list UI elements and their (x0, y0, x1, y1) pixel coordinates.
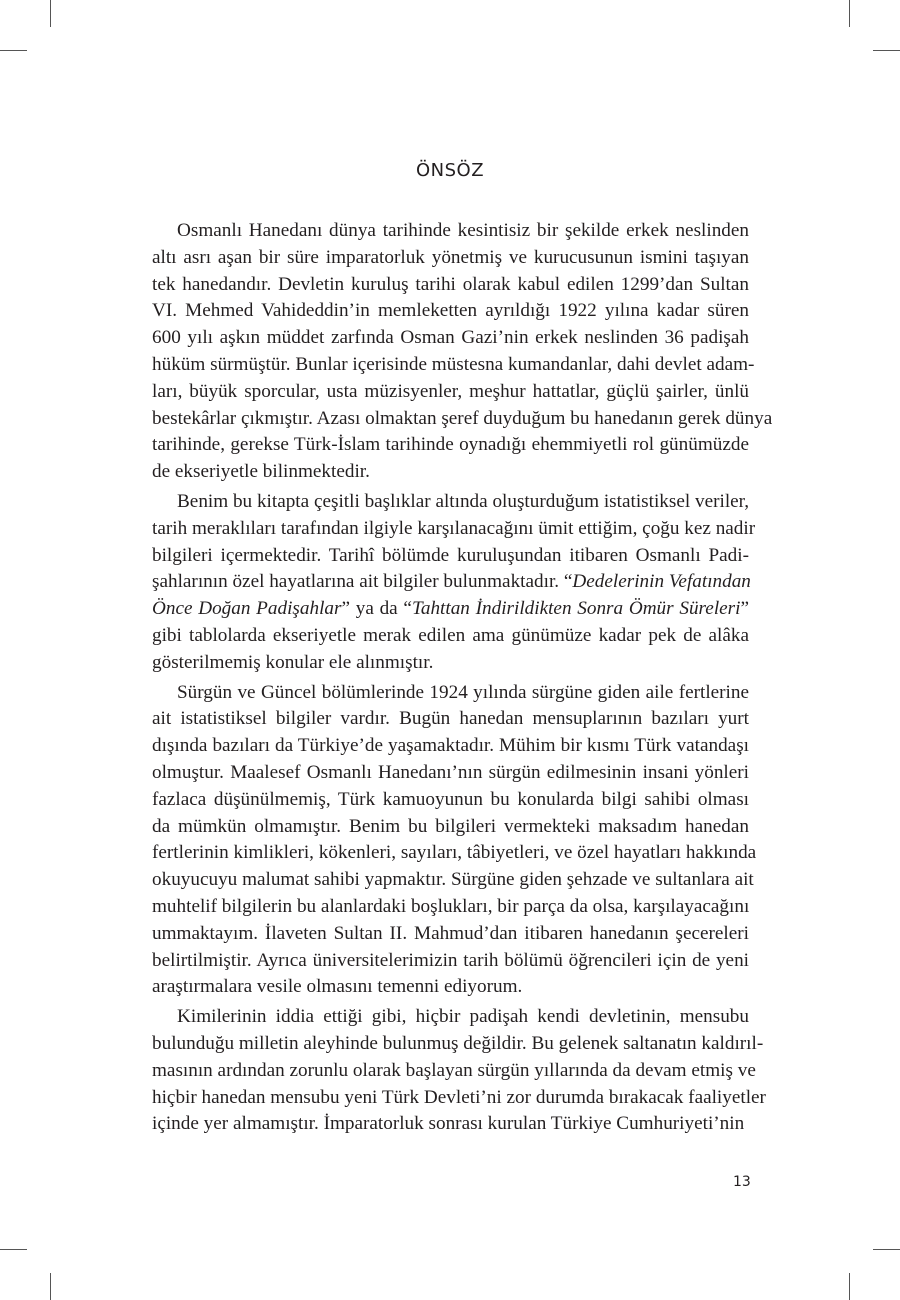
text-line: fazlaca düşünülmemiş, Türk kamuoyunun bu konularda bilgi sahibi olması (152, 788, 749, 810)
text-line: masının ardından zorunlu olarak başlayan sürgün yıllarında da devam etmiş ve (152, 1059, 756, 1081)
page-title: ÖNSÖZ (415, 160, 485, 181)
text-line: tarih meraklıları tarafından ilgiyle karşılanacağını ümit ettiğim, çoğu kez nadir (152, 517, 756, 539)
text-line: bulunduğu milletin aleyhinde bulunmuş değildir. Bu gelenek saltanatın kaldırıl- (152, 1032, 764, 1054)
text-line: altı asrı aşan bir süre imparatorluk yönetmiş ve kurucusunun ismini taşıyan (152, 246, 749, 268)
page-number: 13 (733, 1174, 751, 1190)
text-line: bilgileri içermektedir. Tarihî bölümde kuruluşundan itibaren Osmanlı Padi- (152, 544, 749, 566)
text-line: Osmanlı Hanedanı dünya tarihinde kesintisiz bir şekilde erkek neslinden (177, 220, 749, 241)
crop-mark-top-left-h (0, 50, 27, 51)
crop-mark-bottom-left-h (0, 1249, 27, 1250)
paragraph (152, 680, 757, 1002)
text-line: 600 yılı aşkın müddet zarfında Osman Gazi’nin erkek neslinden 36 padişah (152, 327, 749, 349)
text-line: hiçbir hanedan mensubu yeni Türk Devleti’ni zor durumda bırakacak faaliyetler (152, 1086, 766, 1108)
text-line: VI. Mehmed Vahideddin’in memleketten ayrıldığı 1922 yılına kadar süren (152, 300, 749, 322)
text-line: Sürgün ve Güncel bölümlerinde 1924 yılında sürgüne giden aile fertlerine (177, 681, 749, 703)
text-line: gösterilmemiş konular ele alınmıştır. (152, 651, 434, 673)
crop-mark-top-right-h (873, 50, 900, 51)
text-line: tek hanedandır. Devletin kuruluş tarihi olarak kabul edilen 1299’dan Sultan (152, 273, 749, 295)
text-line: olmuştur. Maalesef Osmanlı Hanedanı’nın sürgün edilmesinin insani yönleri (152, 761, 749, 783)
paragraph (152, 489, 756, 677)
text-line: de ekseriyetle bilinmektedir. (152, 461, 370, 483)
paragraph (152, 1004, 766, 1138)
text-line: hüküm sürmüştür. Bunlar içerisinde müstesna kumandanlar, dahi devlet adam- (152, 353, 755, 375)
paragraph (152, 218, 773, 486)
text-line: gibi tablolarda ekseriyetle merak edilen ama günümüze kadar pek de alâka (152, 624, 749, 646)
text-line: bestekârlar çıkmıştır. Azası olmaktan şeref duyduğum bu hanedanın gerek dünya (152, 407, 773, 429)
text-line: okuyucuyu malumat sahibi yapmaktır. Sürgüne giden şehzade ve sultanlara ait (152, 869, 754, 891)
text-line: ait istatistiksel bilgiler vardır. Bugün hanedan mensuplarının bazıları yurt (152, 708, 749, 730)
text-line: araştırmalara vesile olmasını temenni ediyorum. (152, 976, 523, 998)
text-line: ummaktayım. İlaveten Sultan II. Mahmud’dan itibaren hanedanın şecereleri (152, 922, 749, 944)
body-text (152, 218, 773, 1141)
text-line: içinde yer almamıştır. İmparatorluk sonrası kurulan Türkiye Cumhuriyeti’nin (152, 1113, 745, 1135)
text-line: muhtelif bilgilerin bu alanlardaki boşlukları, bir parça da olsa, karşılayacağını (152, 895, 750, 917)
text-line: fertlerinin kimlikleri, kökenleri, sayıları, tâbiyetleri, ve özel hayatları hakkında (152, 842, 757, 864)
text-line: tarihinde, gerekse Türk-İslam tarihinde oynadığı ehemmiyetli rol günümüzde (152, 434, 749, 456)
crop-mark-bottom-right (849, 1273, 850, 1300)
text-line: ları, büyük sporcular, usta müzisyenler, meşhur hattatlar, güçlü şairler, ünlü (152, 380, 749, 402)
crop-mark-top-left (50, 0, 51, 27)
text-line: Kimilerinin iddia ettiği gibi, hiçbir padişah kendi devletinin, mensubu (177, 1006, 749, 1028)
crop-mark-bottom-right-h (873, 1249, 900, 1250)
crop-mark-bottom-left (50, 1273, 51, 1300)
text-line: belirtilmiştir. Ayrıca üniversitelerimizin tarih bölümü öğrencileri için de yeni (152, 949, 749, 971)
text-line: şahlarının özel hayatlarına ait bilgiler bulunmaktadır. “Dedelerinin Vefatından (152, 571, 751, 593)
text-line: dışında bazıları da Türkiye’de yaşamaktadır. Mühim bir kısmı Türk vatandaşı (152, 735, 749, 757)
text-line: Benim bu kitapta çeşitli başlıklar altında oluşturduğum istatistiksel veriler, (177, 490, 750, 512)
crop-mark-top-right (849, 0, 850, 27)
text-line: Önce Doğan Padişahlar” ya da “Tahttan İndirildikten Sonra Ömür Süreleri” (152, 598, 749, 620)
text-line: da mümkün olmamıştır. Benim bu bilgileri vermekteki maksadım hanedan (152, 815, 749, 837)
